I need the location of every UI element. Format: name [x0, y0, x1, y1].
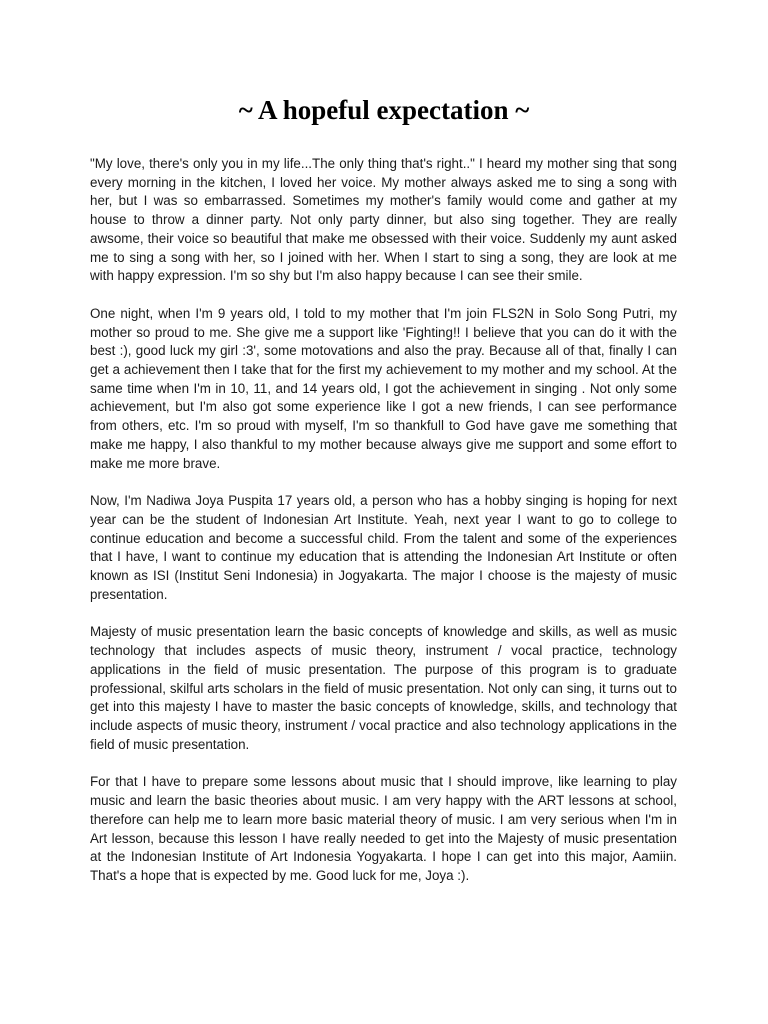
document-body	[90, 155, 677, 905]
paragraph-4: Majesty of music presentation learn the basic concepts of knowledge and skills, as well as music technology that includes aspects of music theory, instrument / vocal practice, technology applications in the field of music presentation. The purpose of this program is to graduate professional, skilful arts scholars in the field of music presentation. Not only can sing, it turns out to get into this majesty I have to master the basic concepts of knowledge, skills, and technology that include aspects of music theory, instrument / vocal practice and also technology applications in the field of music presentation.	[90, 624, 677, 752]
paragraph-3: Now, I'm Nadiwa Joya Puspita 17 years old, a person who has a hobby singing is hoping for next year can be the student of Indonesian Art Institute. Yeah, next year I want to go to college to continue education and become a successful child. From the talent and some of the experiences that I have, I want to continue my education that is attending the Indonesian Art Institute or often known as ISI (Institut Seni Indonesia) in Jogyakarta. The major I choose is the majesty of music presentation.	[90, 493, 677, 602]
paragraph-2: One night, when I'm 9 years old, I told to my mother that I'm join FLS2N in Solo Song Putri, my mother so proud to me. She give me a support like 'Fighting!! I believe that you can do it with the best :), good luck my girl :3', some motovations and also the pray. Because all of that, finally I can get a achievement then I take that for the first my achievement to my mother and my school. At the same time when I'm in 10, 11, and 14 years old, I got the achievement in singing . Not only some achievement, but I'm also got some experience like I got a new friends, I can see performance from others, etc. I'm so proud with myself, I'm so thankfull to God have gave me something that make me happy, I also thankful to my mother because always give me support and some effort to make me more brave.	[90, 305, 677, 471]
paragraph-5: For that I have to prepare some lessons about music that I should improve, like learning to play music and learn the basic theories about music. I am very happy with the ART lessons at school, therefore can help me to learn more basic material theory of music. I am very serious when I'm in Art lesson, because this lesson I have really needed to get into the Majesty of music presentation at the Indonesian Institute of Art Indonesia Yogyakarta. I hope I can get into this major, Aamiin. That's a hope that is expected by me. Good luck for me, Joya :).	[90, 774, 677, 883]
paragraph-1: "My love, there's only you in my life...The only thing that's right.." I heard my mother sing that song every morning in the kitchen, I loved her voice. My mother always asked me to sing a song with her, but I was so embarrassed. Sometimes my mother's family would come and gather at my house to throw a dinner party. Not only party dinner, but also sing together. They are really awsome, their voice so beautiful that make me obsessed with their voice. Suddenly my aunt asked me to sing a song with her, so I joined with her. When I start to sing a song, they are look at me with happy expression. I'm so shy but I'm also happy because I can see their smile.	[90, 156, 677, 284]
document-title: ~ A hopeful expectation ~	[238, 95, 530, 125]
